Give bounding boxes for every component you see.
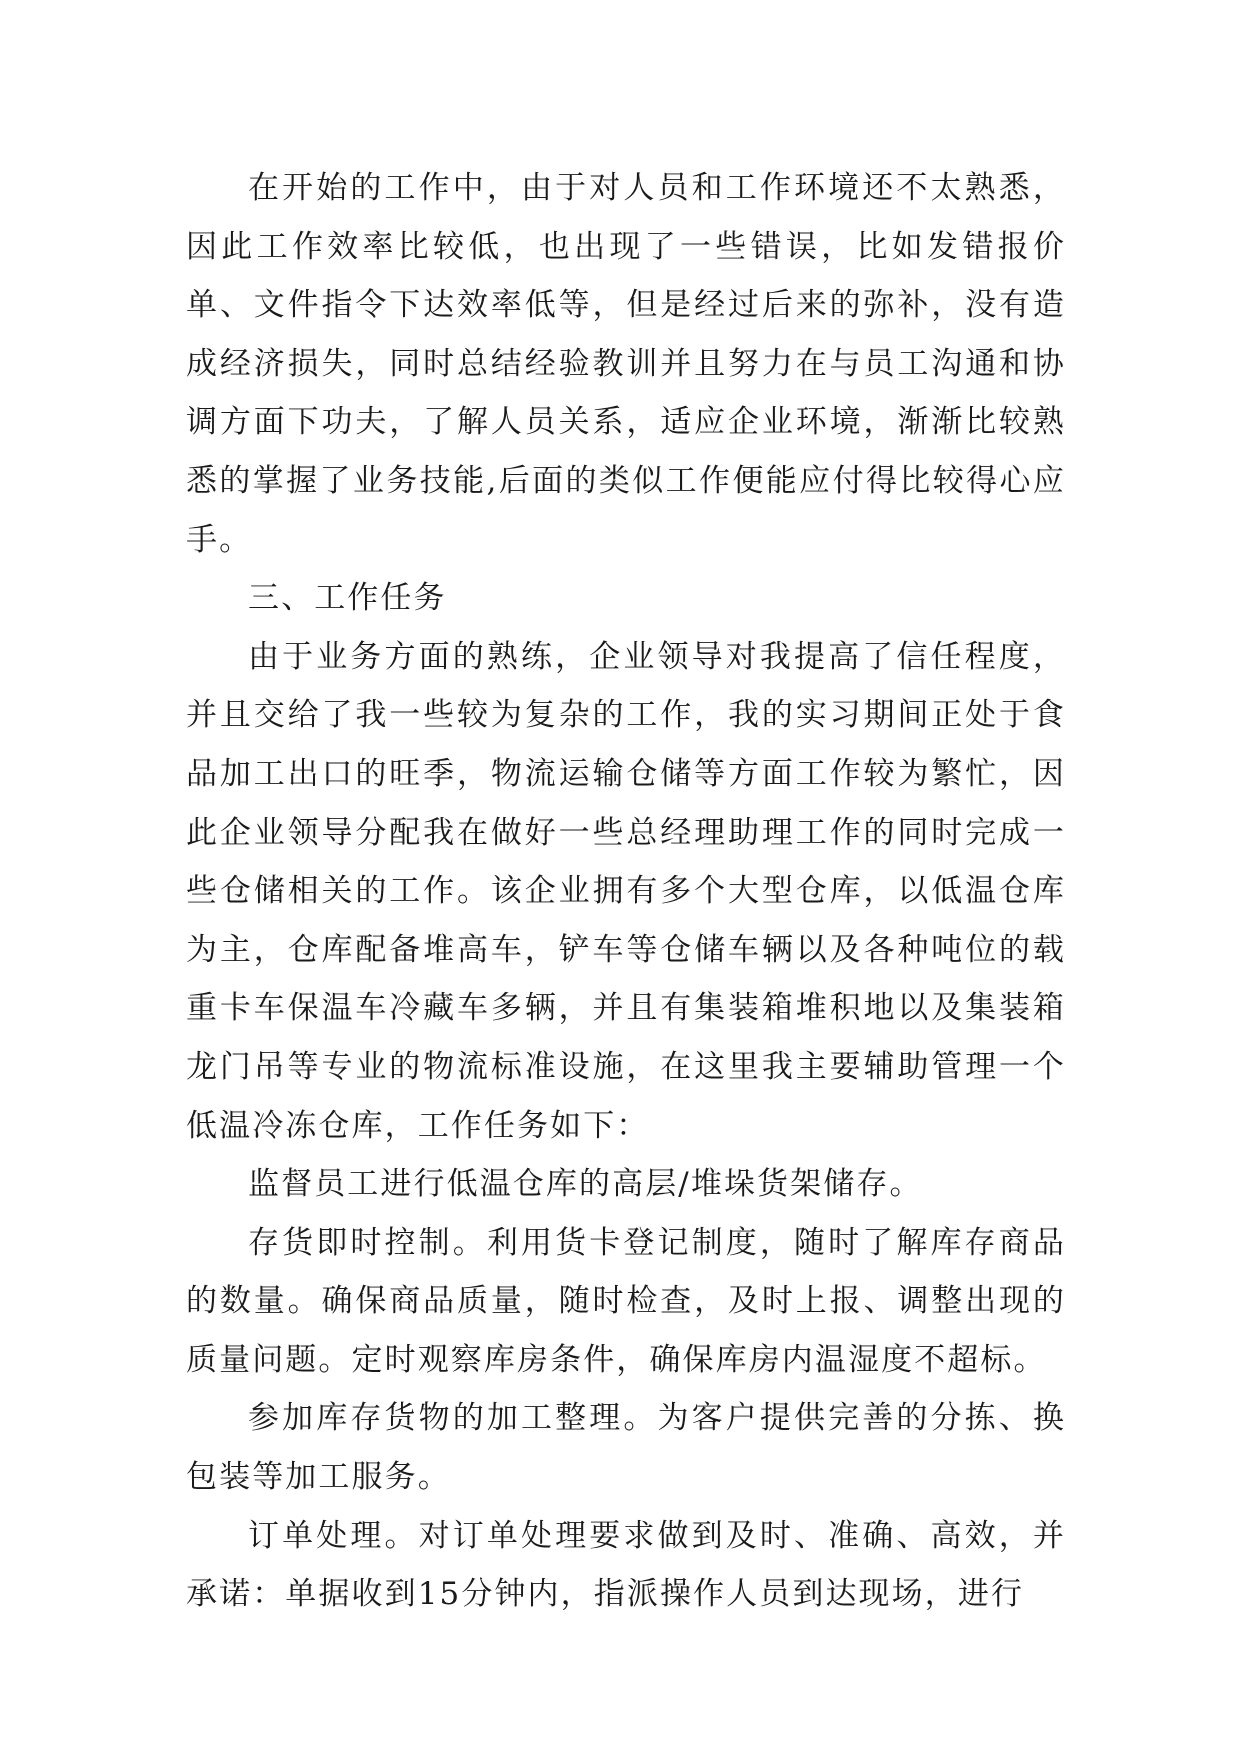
document-body <box>186 159 1066 1624</box>
paragraph-task-assignment: 由于业务方面的熟练，企业领导对我提高了信任程度，并且交给了我一些较为复杂的工作，我的实习期间正处于食品加工出口的旺季，物流运输仓储等方面工作较为繁忙，因此企业领导分配我在做好一些总经理助理工作的同时完成一些仓储相关的工作。该企业拥有多个大型仓库，以低温仓库为主，仓库配备堆高车，铲车等仓储车辆以及各种吨位的载重卡车保温车冷藏车多辆，并且有集装箱堆积地以及集装箱龙门吊等专业的物流标准设施，在这里我主要辅助管理一个低温冷冻仓库，工作任务如下： <box>186 638 1066 1144</box>
paragraph-inventory-control: 存货即时控制。利用货卡登记制度，随时了解库存商品的数量。确保商品质量，随时检查，及时上报、调整出现的质量问题。定时观察库房条件，确保库房内温湿度不超标。 <box>186 1224 1066 1378</box>
paragraph-goods-processing: 参加库存货物的加工整理。为客户提供完善的分拣、换包装等加工服务。 <box>186 1400 1066 1496</box>
paragraph-order-processing: 订单处理。对订单处理要求做到及时、准确、高效，并承诺：单据收到15分钟内，指派操作人员到达现场，进行 <box>186 1517 1066 1613</box>
paragraph-work-start: 在开始的工作中，由于对人员和工作环境还不太熟悉，因此工作效率比较低，也出现了一些错误，比如发错报价单、文件指令下达效率低等，但是经过后来的弥补，没有造成经济损失，同时总结经验教训并且努力在与员工沟通和协调方面下功夫，了解人员关系，适应企业环境，渐渐比较熟悉的掌握了业务技能,后面的类似工作便能应付得比较得心应手。 <box>186 170 1066 558</box>
paragraph-storage-supervision: 监督员工进行低温仓库的高层/堆垛货架储存。 <box>248 1166 923 1203</box>
section-heading-work-tasks: 三、工作任务 <box>248 580 447 617</box>
